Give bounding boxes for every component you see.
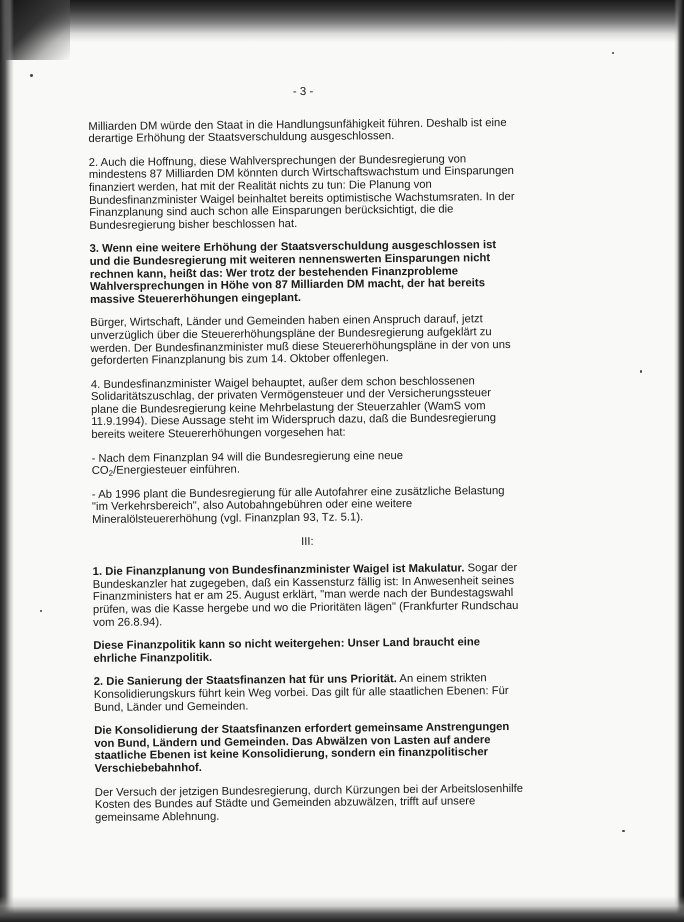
paragraph-iii-1-lead: 1. Die Finanzplanung von Bundesfinanzminister Waigel ist Makulatur. [92,562,465,579]
paragraph-iii-2-lead: 2. Die Sanierung der Staatsfinanzen hat für uns Priorität. [93,673,397,689]
scan-speck [30,74,33,77]
paragraph-citizens-claim: Bürger, Wirtschaft, Länder und Gemeinden haben einen Anspruch darauf, jetzt unverzüglich über die Steuererhöhungspläne der Bundesregierung aufgeklärt zu werden. Der Bundesfinanzminister muß diese Steuererhöhungspläne in der von uns geforderten Finanzplanung bis zum 14. Oktober offenlegen. [90,313,511,368]
list-item-co2-line1: - Nach dem Finanzplan 94 will die Bundesregierung eine neue [91,449,404,465]
section-marker-iii: III: [301,535,314,548]
scan-speck [622,830,625,832]
paragraph-iii-2 [94,672,524,714]
scan-speck [40,610,42,612]
scan-speck [612,52,614,54]
scan-edge-top [0,0,684,42]
co2-rest: /Energiesteuer einführen. [113,463,240,478]
paragraph-consolidation: Die Konsolidierung der Staatsfinanzen erfordert gemeinsame Anstrengungen von Bund, Ländern und Gemeinden. Das Abwälzen von Lasten auf andere staatliche Ebenen ist keine Konsolidierung, sondern ein finanzpolitischer Verschiebebahnhof. [94,721,510,775]
paragraph-point-3: 3. Wenn eine weitere Erhöhung der Staatsverschuldung ausgeschlossen ist und die Bundesregierung mit weiteren nennenswerten Einsparungen nicht rechnen kann, heißt das: Wer trotz der bestehenden Finanzprobleme Wahlversprechungen in Höhe von 87 Milliarden DM macht, der hat bereits massive Steuererhöhungen eingeplant. [89,239,497,306]
paragraph-point-4: 4. Bundesfinanzminister Waigel behauptet, außer dem schon beschlossenen Solidaritätszuschlag, der privaten Vermögensteuer und der Versicherungssteuer plane die Bundesregierung keine Mehrbelastung der Steuerzahler (WamS vom 11.9.1994). Diese Aussage steht im Widerspruch dazu, daß die Bundesregierung bereits weitere Steuererhöhungen vorgesehen hat: [90,374,497,442]
scan-edge-right [674,0,684,922]
document-body [88,84,525,835]
paragraph-rejection: Der Versuch der jetzigen Bundesregierung, durch Kürzungen bei der Arbeitslosenhilfe Kosten des Bundes auf Städte und Gemeinden abzuwälzen, trifft auf unsere gemeinsame Ablehnung. [94,782,524,824]
paragraph-iii-1-text: Sogar der Bundeskanzler hat zugegeben, daß ein Kassensturz fällig ist: In Anwesenheit seines Finanzministers hat er am 25. August erklärt, "man werde nach der Bundestagswahl prüfen, was die Kasse hergebe und wo die Prioritäten lägen" (Frankfurter Rundschau vom 26.8.94). [92,562,519,629]
co2-prefix: CO [91,465,109,478]
list-item-co2-tax [92,449,522,478]
page-number: - 3 - [292,85,314,99]
paragraph-point-2: 2. Auch die Hoffnung, diese Wahlversprechungen der Bundesregierung von mindestens 87 Milliarden DM könnten durch Wirtschaftswachstum und Einsparungen finanziert werden, hat mit der Realität nichts zu tun: Die Planung von Bundesfinanzminister Waigel beinhaltet bereits optimistische Wachstumsraten. In der Finanzplanung sind auch schon alle Einsparungen berücksichtigt, die die Bundesregierung bisher beschlossen hat. [88,153,515,232]
paragraph-iii-1 [93,562,524,629]
paragraph-continuation: Milliarden DM würde den Staat in die Handlungsunfähigkeit führen. Deshalb ist eine derartige Erhöhung der Staatsverschuldung ausgeschlossen. [88,116,507,146]
scan-speck [640,370,642,373]
scan-edge-bottom [0,896,684,922]
scan-edge-left [0,0,14,922]
list-item-road-tax: - Ab 1996 plant die Bundesregierung für alle Autofahrer eine zusätzliche Belastung "im Verkehrsbereich", also Autobahngebühren oder eine weitere Mineralölsteuererhöhung (vgl. Finanzplan 93, Tz. 5.1). [91,484,505,527]
paragraph-honest-policy: Diese Finanzpolitik kann so nicht weitergehen: Unser Land braucht eine ehrliche Finanzpolitik. [93,636,481,665]
paragraph-iii-2-text: An einem strikten Konsolidierungskurs führt kein Weg vorbei. Das gilt für alle staatlichen Ebenen: Für Bund, Länder und Gemeinden. [93,672,509,714]
co2-subscript: 2 [108,469,114,479]
